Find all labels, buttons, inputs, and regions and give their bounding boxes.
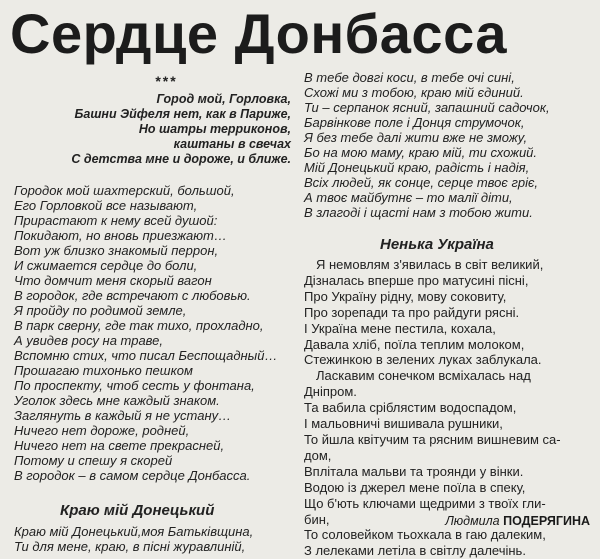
poem-line: А увидев росу на траве, <box>14 333 164 348</box>
poem-line: Давала хліб, поїла теплим молоком, <box>304 336 525 352</box>
poem-kraiu-start <box>14 524 299 554</box>
page-title: Сердце Донбасса <box>10 2 508 65</box>
poem-line: Про зорепади та про райдуги рясні. <box>304 304 520 320</box>
epigraph-line: Но шатры терриконов, <box>138 122 291 136</box>
poem-line: В злагоді і щасті нам з тобою жити. <box>304 205 533 220</box>
poem-line: Дніпром. <box>304 384 357 400</box>
epigraph-line: Город мой, Горловка, <box>156 92 291 106</box>
left-column <box>14 74 299 554</box>
poem-line: Схожі ми з тобою, краю мій єдиний. <box>304 85 524 100</box>
poem-kraiu-continued <box>304 70 594 220</box>
poem-line: А твоє майбутнє – то малії діти, <box>304 190 513 205</box>
poem-line: І Україна мене пестила, кохала, <box>304 320 496 336</box>
poem-line: И сжимается сердце до боли, <box>14 258 198 273</box>
poem-line: В городок – в самом сердце Донбасса. <box>14 468 251 483</box>
poem-line: То йшла квітучим та рясним вишневим са- <box>304 431 561 447</box>
poem-line: Прошагаю тихонько пешком <box>14 363 193 378</box>
poem-line: Всіх людей, як сонце, серце твоє гріє, <box>304 175 539 190</box>
poem-line: Ти – серпанок ясний, запашний садочок, <box>304 100 550 115</box>
poem-line: Потому и спешу я скорей <box>14 453 173 468</box>
epigraph <box>14 92 291 167</box>
author-first-name: Людмила <box>445 514 500 528</box>
poem-line: Я пройду по родимой земле, <box>14 303 187 318</box>
poem-line: З лелеками летіла в світлу далечінь. <box>304 543 526 559</box>
poem-line: Уголок здесь мне каждый знаком. <box>14 393 220 408</box>
poem-line: Що б'ють ключами щедрими з твоїх гли- <box>304 495 546 511</box>
poem-line: В городок, где встречают с любовью. <box>14 288 251 303</box>
epigraph-line: Башни Эйфеля нет, как в Париже, <box>74 107 291 121</box>
author-signature <box>445 514 590 528</box>
poem-line: Водою із джерел мене поїла в спеку, <box>304 479 526 495</box>
poem-line: В тебе довгі коси, в тебе очі сині, <box>304 70 515 85</box>
poem-line: Дізналась вперше про матусині пісні, <box>304 272 529 288</box>
poem-line: дом, <box>304 447 332 463</box>
poem-line: Я немовлям з'явилась в світ великий, <box>316 257 544 272</box>
poem-line: Про Україну рідну, мову соковиту, <box>304 288 507 304</box>
right-column <box>304 70 594 559</box>
poem-line: Ласкавим сонечком всміхалась над <box>316 368 531 384</box>
poem-line: То соловейком тьохкала в гаю далеким, <box>304 527 546 543</box>
section-separator-stars: *** <box>155 73 178 89</box>
poem-line: Вплітала мальви та троянди у вінки. <box>304 463 524 479</box>
poem-line: Прирастают к нему всей душой: <box>14 213 218 228</box>
poem-line: По проспекту, чтоб сесть у фонтана, <box>14 378 255 393</box>
author-last-name: ПОДЕРЯГИНА <box>503 514 590 528</box>
poem-line: І мальовничі вишивала рушники, <box>304 416 503 432</box>
poem-horlivka <box>14 183 299 483</box>
poem-line: Вспомню стих, что писал Беспощадный… <box>14 348 278 363</box>
poem-line: Покидают, но вновь приезжают… <box>14 228 227 243</box>
poem-line: бин, <box>304 511 330 527</box>
poem-line: Стежинкою в зелених луках заблукала. <box>304 352 542 368</box>
epigraph-line: каштаны в свечах <box>173 137 291 151</box>
poem-line: Мій Донецький краю, радість і надія, <box>304 160 530 175</box>
poem-line: Ничего нет на свете прекрасней, <box>14 438 225 453</box>
poem-heading-nenka: Ненька Україна <box>380 236 494 253</box>
poem-line: Городок мой шахтерский, большой, <box>14 183 235 198</box>
poem-line: Его Горловкой все называют, <box>14 198 198 213</box>
poem-line: Краю мій Донецький,моя Батьківщина, <box>14 524 254 539</box>
poem-line: Заглянуть в каждый я не устану… <box>14 408 232 423</box>
poem-line: Ти для мене, краю, в пісні журавлиній, <box>14 539 246 554</box>
poem-line: Что домчит меня скорый вагон <box>14 273 212 288</box>
poem-line: Ничего нет дороже, родней, <box>14 423 190 438</box>
poem-line: Бо на мою маму, краю мій, ти схожий. <box>304 145 538 160</box>
poem-line: В парк сверну, где так тихо, прохладно, <box>14 318 264 333</box>
poem-line: Вот уж близко знакомый перрон, <box>14 243 219 258</box>
epigraph-line: С детства мне и дороже, и ближе. <box>71 152 291 166</box>
poem-line: Я без тебе далі жити вже не зможу, <box>304 130 528 145</box>
poem-heading-kraiu: Краю мій Донецький <box>60 502 215 519</box>
poem-line: Барвінкове поле і Донця струмочок, <box>304 115 525 130</box>
poem-line: Та вабила сріблястим водоспадом, <box>304 400 517 416</box>
